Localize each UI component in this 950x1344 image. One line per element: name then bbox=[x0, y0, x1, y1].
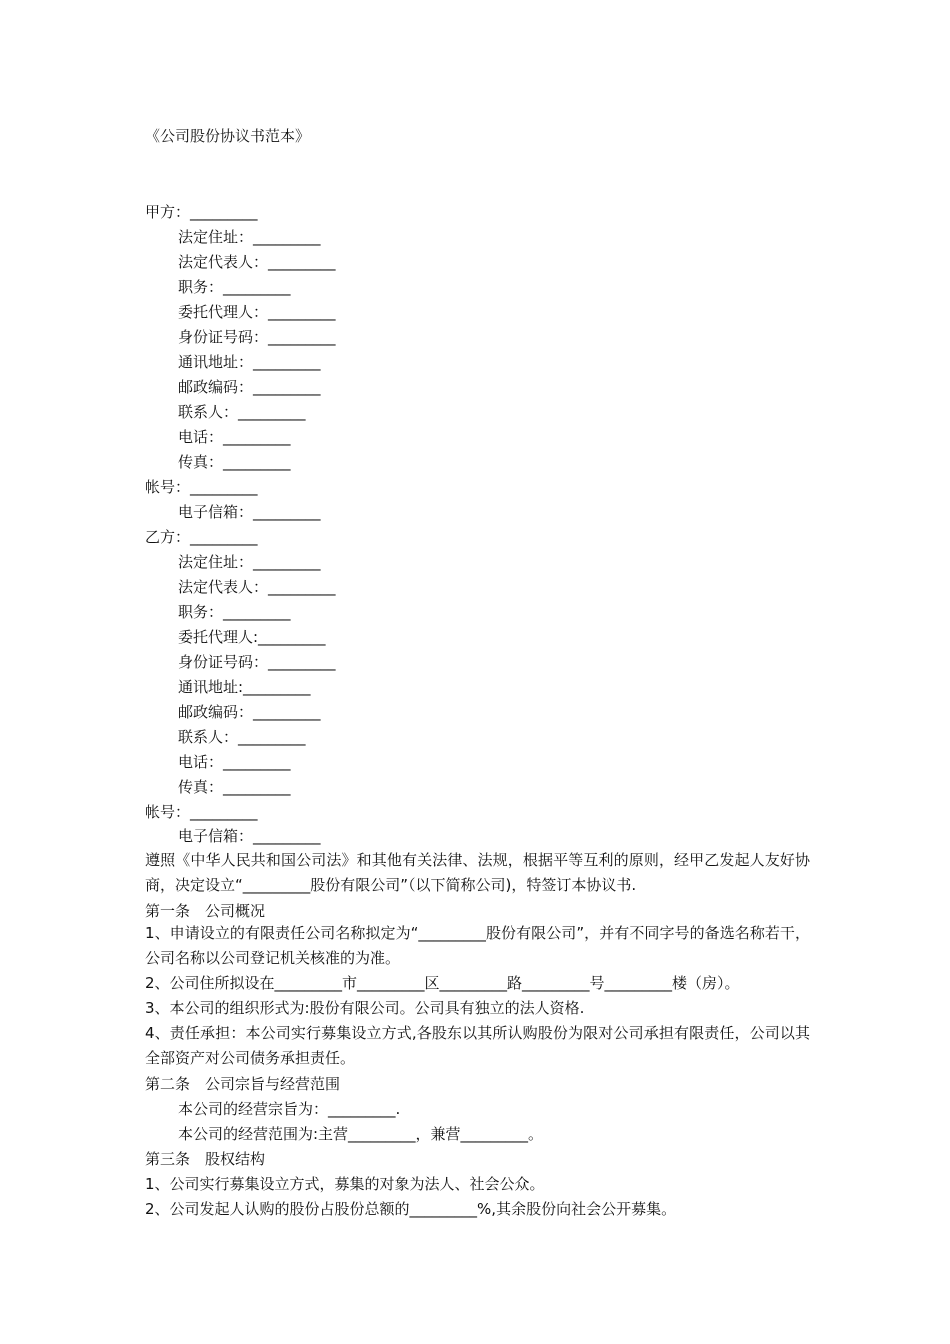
party-b-label: 乙方：_________ bbox=[145, 528, 258, 546]
party-a-legal-address: 法定住址：_________ bbox=[178, 228, 321, 246]
article-3-item-2: 2、公司发起人认购的股份占股份总额的_________%,其余股份向社会公开募集。 bbox=[145, 1200, 677, 1218]
party-a-account: 帐号：_________ bbox=[145, 478, 258, 496]
party-b-mailing-address: 通讯地址:_________ bbox=[178, 678, 311, 696]
party-b-contact: 联系人：_________ bbox=[178, 728, 306, 746]
party-a-legal-representative: 法定代表人：_________ bbox=[178, 253, 336, 271]
article-3-item-1: 1、公司实行募集设立方式，募集的对象为法人、社会公众。 bbox=[145, 1175, 545, 1193]
party-a-postal-code: 邮政编码：_________ bbox=[178, 378, 321, 396]
party-b-phone: 电话：_________ bbox=[178, 753, 291, 771]
article-1-item-1: 1、申请设立的有限责任公司名称拟定为“_________股份有限公司”，并有不同字号的备选名称若干，公司名称以公司登记机关核准的为准。 bbox=[145, 924, 810, 967]
preamble-paragraph: 遵照《中华人民共和国公司法》和其他有关法律、法规，根据平等互利的原则，经甲乙发起人友好协商，决定设立“_________股份有限公司”（以下简称公司)，特签订本协议书. bbox=[145, 851, 810, 894]
article-3-heading: 第三条 股权结构 bbox=[145, 1150, 266, 1168]
party-b-position: 职务：_________ bbox=[178, 603, 291, 621]
party-a-label: 甲方：_________ bbox=[145, 203, 258, 221]
article-2-heading: 第二条 公司宗旨与经营范围 bbox=[145, 1075, 341, 1093]
party-a-phone: 电话：_________ bbox=[178, 428, 291, 446]
party-b-email: 电子信箱：_________ bbox=[178, 827, 321, 845]
party-a-email: 电子信箱：_________ bbox=[178, 503, 321, 521]
party-b-postal-code: 邮政编码：_________ bbox=[178, 703, 321, 721]
business-purpose: 本公司的经营宗旨为：_________. bbox=[178, 1100, 401, 1118]
party-b-id-number: 身份证号码：_________ bbox=[178, 653, 336, 671]
party-a-mailing-address: 通讯地址：_________ bbox=[178, 353, 321, 371]
party-a-contact: 联系人：_________ bbox=[178, 403, 306, 421]
document-title: 《公司股份协议书范本》 bbox=[145, 127, 311, 145]
party-b-fax: 传真：_________ bbox=[178, 778, 291, 796]
party-a-id-number: 身份证号码：_________ bbox=[178, 328, 336, 346]
party-b-agent: 委托代理人:_________ bbox=[178, 628, 326, 646]
party-b-account: 帐号：_________ bbox=[145, 803, 258, 821]
party-a-fax: 传真：_________ bbox=[178, 453, 291, 471]
business-scope: 本公司的经营范围为:主营_________，兼营_________。 bbox=[178, 1125, 544, 1143]
article-1-item-3: 3、本公司的组织形式为:股份有限公司。公司具有独立的法人资格. bbox=[145, 999, 585, 1017]
article-1-item-2: 2、公司住所拟设在_________市_________区_________路_________号_________楼（房）。 bbox=[145, 974, 740, 992]
party-b-legal-address: 法定住址：_________ bbox=[178, 553, 321, 571]
party-a-position: 职务：_________ bbox=[178, 278, 291, 296]
article-1-heading: 第一条 公司概况 bbox=[145, 902, 266, 920]
article-1-item-4: 4、责任承担：本公司实行募集设立方式,各股东以其所认购股份为限对公司承担有限责任，公司以其全部资产对公司债务承担责任。 bbox=[145, 1024, 810, 1067]
party-a-agent: 委托代理人：_________ bbox=[178, 303, 336, 321]
party-b-legal-representative: 法定代表人：_________ bbox=[178, 578, 336, 596]
